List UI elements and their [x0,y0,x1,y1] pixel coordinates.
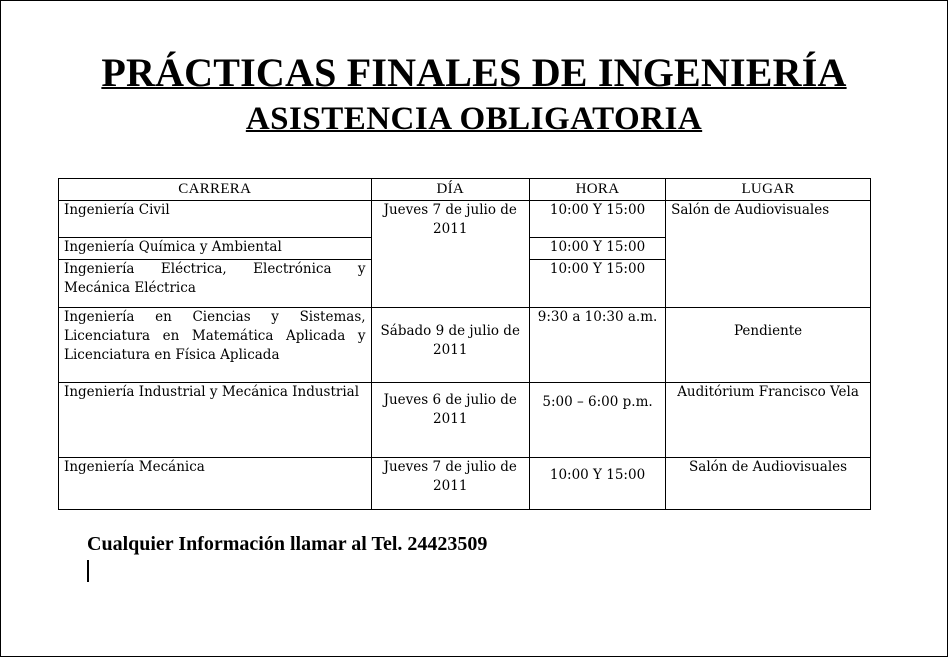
dia-cell: Sábado 9 de julio de 2011 [371,308,529,383]
carrera-cell: Ingeniería Civil [59,201,372,238]
dia-cell: Jueves 6 de julio de 2011 [371,383,529,458]
carrera-cell: Ingeniería en Ciencias y Sistemas, Licenciatura en Matemática Aplicada y Licenciatura en Física Aplicada [59,308,372,383]
document-title-text: PRÁCTICAS FINALES DE INGENIERÍA [101,50,847,95]
table-row [59,458,871,510]
contact-info: Cualquier Información llamar al Tel. 24423509 [87,533,488,555]
document-subtitle [0,100,948,138]
header-dia: DÍA [371,179,529,201]
lugar-cell: Salón de Audiovisuales [666,458,871,510]
carrera-cell: Ingeniería Industrial y Mecánica Industrial [59,383,372,458]
dia-cell: Jueves 7 de julio de 2011 [371,458,529,510]
table-row [59,383,871,458]
hora-cell: 10:00 Y 15:00 [529,201,665,238]
hora-cell: 9:30 a 10:30 a.m. [529,308,665,383]
hora-cell: 10:00 Y 15:00 [529,260,665,308]
table-row [59,201,871,238]
dia-cell: Jueves 7 de julio de 2011 [371,201,529,308]
table-row [59,308,871,383]
table-header-row [59,179,871,201]
header-carrera: CARRERA [59,179,372,201]
text-cursor [87,560,89,582]
hora-cell: 5:00 – 6:00 p.m. [529,383,665,458]
hora-cell: 10:00 Y 15:00 [529,238,665,260]
carrera-cell: Ingeniería Mecánica [59,458,372,510]
header-hora: HORA [529,179,665,201]
lugar-cell: Auditórium Francisco Vela [666,383,871,458]
header-lugar: LUGAR [666,179,871,201]
document-title [0,50,948,96]
lugar-cell: Salón de Audiovisuales [666,201,871,308]
document-subtitle-text: ASISTENCIA OBLIGATORIA [245,101,703,137]
lugar-cell: Pendiente [666,308,871,383]
hora-cell: 10:00 Y 15:00 [529,458,665,510]
carrera-cell: Ingeniería Eléctrica, Electrónica y Mecánica Eléctrica [59,260,372,308]
schedule-table [58,178,871,510]
carrera-cell: Ingeniería Química y Ambiental [59,238,372,260]
